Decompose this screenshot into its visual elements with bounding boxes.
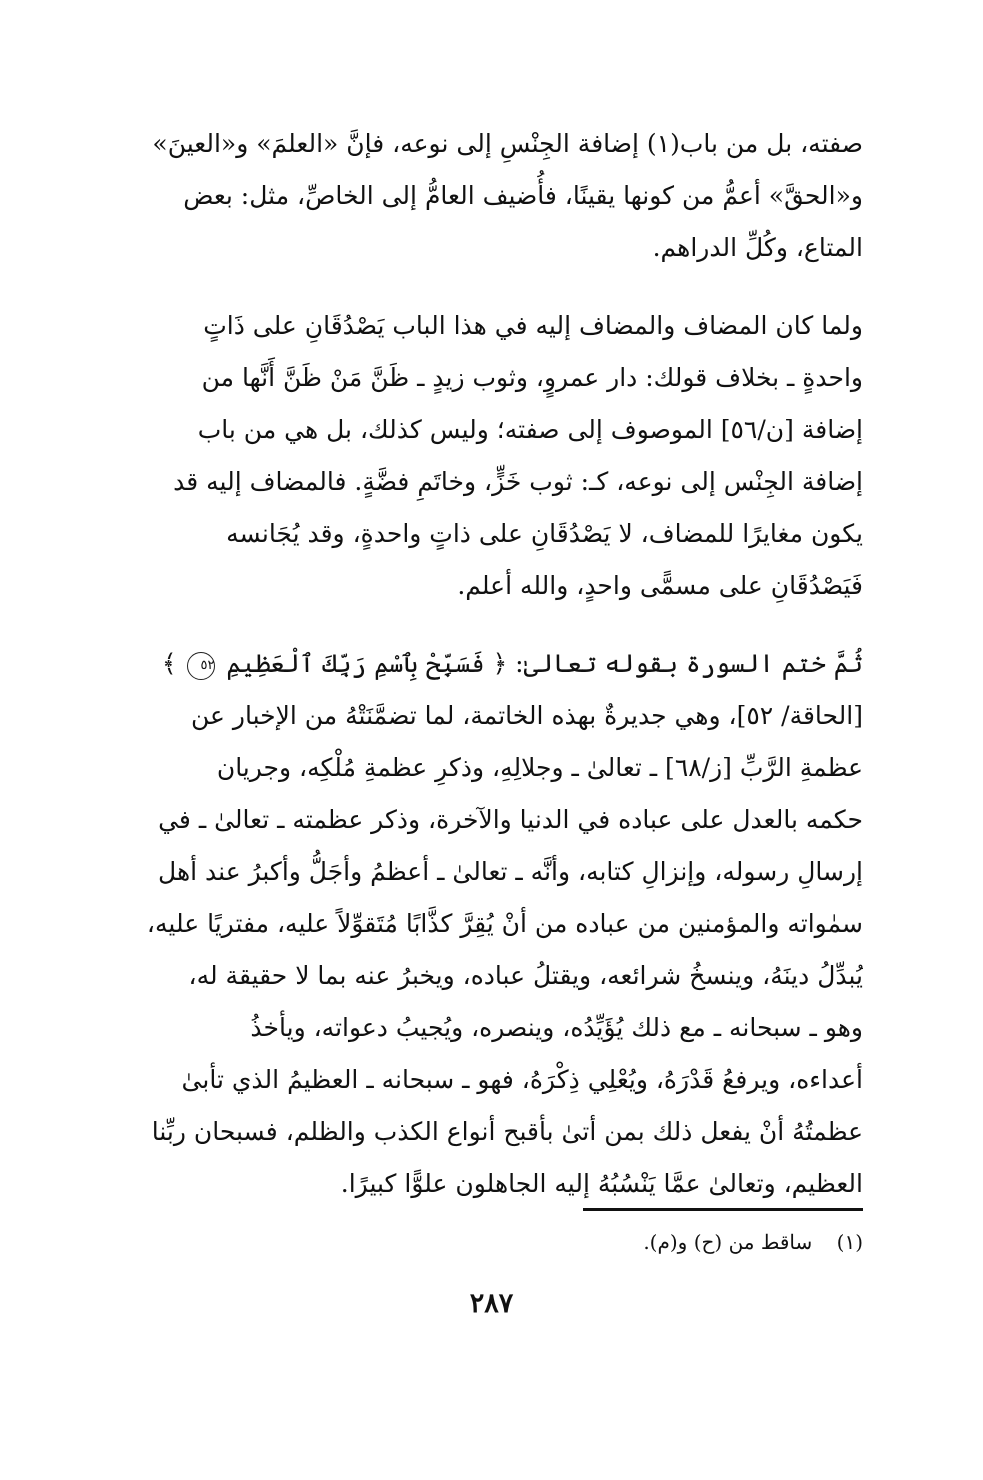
footnote-text: ساقط من (ح) و(م). [643, 1230, 813, 1254]
footnote-divider [583, 1208, 863, 1211]
text-line: عظمتُهُ أنْ يفعل ذلك بمن أتىٰ بأقبح أنواع الكذب والظلم، فسبحان ربِّنا [151, 1117, 863, 1146]
text-line: فَيَصْدُقَانِ على مسمًّى واحدٍ، والله أعلم. [457, 571, 863, 600]
text-line: إضافة الجِنْس إلى نوعه، كـ: ثوب خَزٍّ، وخاتَمِ فضَّةٍ. فالمضاف إليه قد [173, 467, 863, 496]
text-line: [الحاقة/ ٥٢]، وهي جديرةٌ بهذه الخاتمة، لما تضمَّنَتْهُ من الإخبار عن [191, 701, 863, 730]
text-line: أعداءه، ويرفعُ قَدْرَهُ، ويُعْلِي ذِكْرَهُ، فهو ـ سبحانه ـ العظيمُ الذي تأبىٰ [181, 1065, 863, 1094]
text-line: العظيم، وتعالىٰ عمَّا يَنْسُبُهُ إليه الجاهلون علوًّا كبيرًا. [340, 1169, 863, 1198]
text-line: وهو ـ سبحانه ـ مع ذلك يُؤَيِّدُه، وينصره، ويُجيبُ دعواته، ويأخذُ [250, 1013, 863, 1042]
text-line: عظمةِ الرَّبِّ [ز/٦٨] ـ تعالىٰ ـ وجلالِهِ، وذكرِ عظمةِ مُلْكِه، وجريان [216, 753, 863, 782]
text-line: سمٰواته والمؤمنين من عباده من أنْ يُقِرَّ كذَّابًا مُتَقوِّلاً عليه، مفتريًا عليه، [146, 909, 863, 938]
text-line: يُبدِّلُ دينَهُ، وينسخُ شرائعه، ويقتلُ عباده، ويخبرُ عنه بما لا حقيقة له، [188, 961, 863, 990]
verse-bracket-close: ﴾ [161, 649, 177, 678]
text-line: يكون مغايرًا للمضاف، لا يَصْدُقَانِ على ذاتٍ واحدةٍ، وقد يُجَانسه [226, 519, 863, 548]
text-line: و«الحقَّ» أعمُّ من كونها يقينًا، فأُضيف العامُّ إلى الخاصِّ، مثل: بعض [183, 181, 863, 210]
page-number: ٢٨٧ [469, 1288, 514, 1319]
paragraph-2 [103, 300, 863, 612]
paragraph-1 [103, 118, 863, 274]
text-line: إرسالِ رسوله، وإنزالِ كتابه، وأنَّه ـ تعالىٰ ـ أعظمُ وأجَلُّ وأكبرُ عند أهل [158, 857, 863, 886]
quran-verse-line [103, 638, 863, 690]
verse-text: ثُمَّ ختم السورة بقوله تعالىٰ: ﴿ فَسَبِّحْ بِٱسْمِ رَبِّكَ ٱلْعَظِيمِ [226, 649, 863, 678]
text-line: المتاع، وكُلِّ الدراهم. [652, 233, 863, 262]
footnote [300, 1222, 863, 1262]
text-line: حكمه بالعدل على عباده في الدنيا والآخرة، وذكر عظمته ـ تعالىٰ ـ في [158, 805, 863, 834]
ayah-number-icon: ٥٢ [187, 652, 215, 680]
footnote-marker: (١) [836, 1230, 863, 1254]
text-line: صفته، بل من باب(١) إضافة الجِنْسِ إلى نوعه، فإنَّ «العلمَ» و«العينَ» [152, 129, 863, 158]
paragraph-3 [103, 638, 863, 1210]
text-line: ولما كان المضاف والمضاف إليه في هذا الباب يَصْدُقَانِ على ذَاتٍ [203, 311, 863, 340]
text-line: إضافة [ن/٥٦] الموصوف إلى صفته؛ وليس كذلك، بل هي من باب [197, 415, 863, 444]
text-line: واحدةٍ ـ بخلاف قولك: دار عمروٍ، وثوب زيدٍ ـ ظَنَّ مَنْ ظَنَّ أَنَّها من [201, 363, 863, 392]
